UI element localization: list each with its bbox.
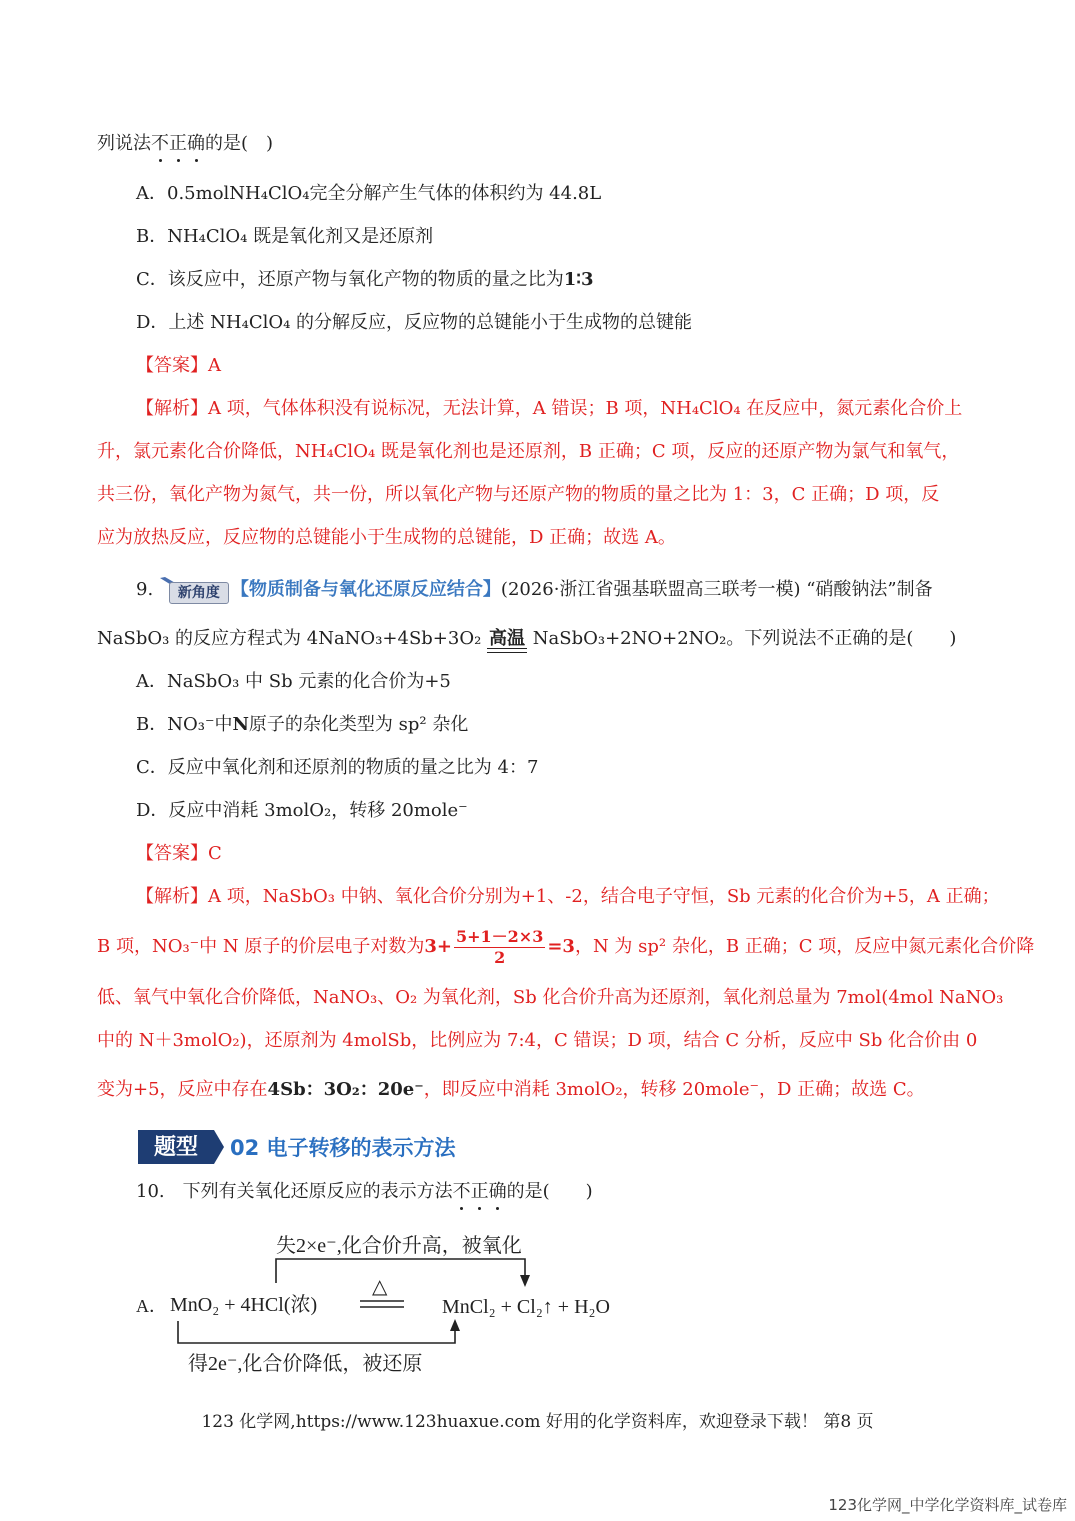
emphasis-dot: 不 [452,1181,471,1202]
q9-header [136,576,933,604]
q9-option-d: D．反应中消耗 3molO₂，转移 20mole⁻ [136,800,468,821]
new-angle-badge: 新角度 [159,576,229,604]
q9-number: 9. [136,579,154,600]
q8-analysis-line: 【解析】A 项，气体体积没有说标况，无法计算，A 错误；B 项，NH₄ClO₄ 在反应中，氮元素化合价上 [136,398,963,419]
q8-stem-tail: 列说法不正确的是( ) [97,133,274,154]
top-arrow-line [276,1259,525,1283]
q8-analysis-line: 应为放热反应，反应物的总键能小于生成物的总键能，D 正确；故选 A。 [97,527,676,548]
q9-analysis-line-fraction: B 项，NO₃⁻中 N 原子的价层电子对数为3+ $\frac{5+1-2\times 3}{2}$ =3，N 为 sp² 杂化，B 正确；C 项，反应中氮元素化合价降 [97,926,1035,967]
section-badge: 题型 [138,1130,214,1164]
high-temp-condition: 高温 [489,628,526,649]
bottom-arrow-head [450,1319,460,1331]
q9-answer: 【答案】C [136,843,222,864]
electron-transfer-diagram [130,1225,650,1385]
q9-analysis-line: 【解析】A 项，NaSbO₃ 中钠、氧化合价分别为+1、-2，结合电子守恒，Sb 元素的化合价为+5，A 正确； [136,886,1000,907]
q8-analysis-line: 共三份，氧化产物为氮气，共一份，所以氧化产物与还原产物的物质的量之比为 1：3，C 正确；D 项，反 [97,484,940,505]
q8-answer: 【答案】A [136,355,221,376]
q10-stem: 10. 下列有关氧化还原反应的表示方法不正确的是( ) [136,1181,593,1202]
q9-option-a: A．NaSbO₃ 中 Sb 元素的化合价为+5 [136,671,451,692]
emphasis-dot: 正 [470,1181,489,1202]
q9-analysis-line: 变为+5，反应中存在4Sb：3O₂：20e⁻，即反应中消耗 3molO₂，转移 20mole⁻，D 正确；故选 C。 [97,1079,925,1100]
q8-option-d: D．上述 NH₄ClO₄ 的分解反应，反应物的总键能小于生成物的总键能 [136,312,693,333]
fraction: $\frac{5+1-2\times 3}{2}$ [455,926,544,967]
section-title: 02 电子转移的表示方法 [230,1136,456,1160]
q9-option-b: B．NO₃⁻中N原子的杂化类型为 sp² 杂化 [136,714,469,735]
top-arrow-label: 失2×e⁻,化合价升高，被氧化 [276,1235,522,1257]
q8-option-b: B．NH₄ClO₄ 既是氧化剂又是还原剂 [136,226,434,247]
reactants: MnO₂ + 4HCl(浓) [170,1294,318,1316]
bottom-arrow-line [178,1321,455,1343]
products: MnCl₂ + Cl₂↑ + H₂O [442,1296,610,1318]
heat-condition: △ [372,1276,388,1298]
q9-equation: NaSbO₃ 的反应方程式为 4NaNO₃+4Sb+3O₂ 高温 NaSbO₃+2NO+2NO₂。下列说法不正确的是( ) [97,628,957,649]
q8-option-c: C．该反应中，还原产物与氧化产物的物质的量之比为1∶3 [136,269,594,290]
watermark: 123化学网_中学化学资料库_试卷库 [828,1496,1067,1514]
emphasis-dot: 确 [187,133,205,154]
emphasis-dot: 不 [151,133,169,154]
q9-analysis-line: 中的 N＋3molO₂)，还原剂为 4molSb，比例应为 7:4，C 错误；D 项，结合 C 分析，反应中 Sb 化合价由 0 [97,1030,978,1051]
top-arrow-head [520,1275,530,1287]
q9-analysis-line: 低、氧气中氧化合价降低，NaNO₃、O₂ 为氧化剂，Sb 化合价升高为还原剂，氧化剂总量为 7mol(4mol NaNO₃ [97,987,1004,1008]
q9-option-c: C．反应中氧化剂和还原剂的物质的量之比为 4：7 [136,757,539,778]
section-header [138,1130,456,1164]
q9-topic: 【物质制备与氧化还原反应结合】 [230,579,501,600]
q9-source: (2026·浙江省强基联盟高三联考一模) “硝酸钠法”制备 [500,579,933,600]
q10-option-label: A． [136,1296,167,1316]
emphasis-dot: 正 [169,133,187,154]
page-footer: 123 化学网,https://www.123huaxue.com 好用的化学资料库，欢迎登录下载！ 第8 页 [201,1412,874,1432]
bottom-arrow-label: 得2e⁻,化合价降低，被还原 [188,1353,423,1375]
q8-analysis-line: 升，氯元素化合价降低，NH₄ClO₄ 既是氧化剂也是还原剂，B 正确；C 项，反应的还原产物为氯气和氧气， [97,441,960,462]
emphasis-dot: 确 [488,1181,507,1202]
q8-option-a: A．0.5molNH₄ClO₄完全分解产生气体的体积约为 44.8L [136,183,602,204]
